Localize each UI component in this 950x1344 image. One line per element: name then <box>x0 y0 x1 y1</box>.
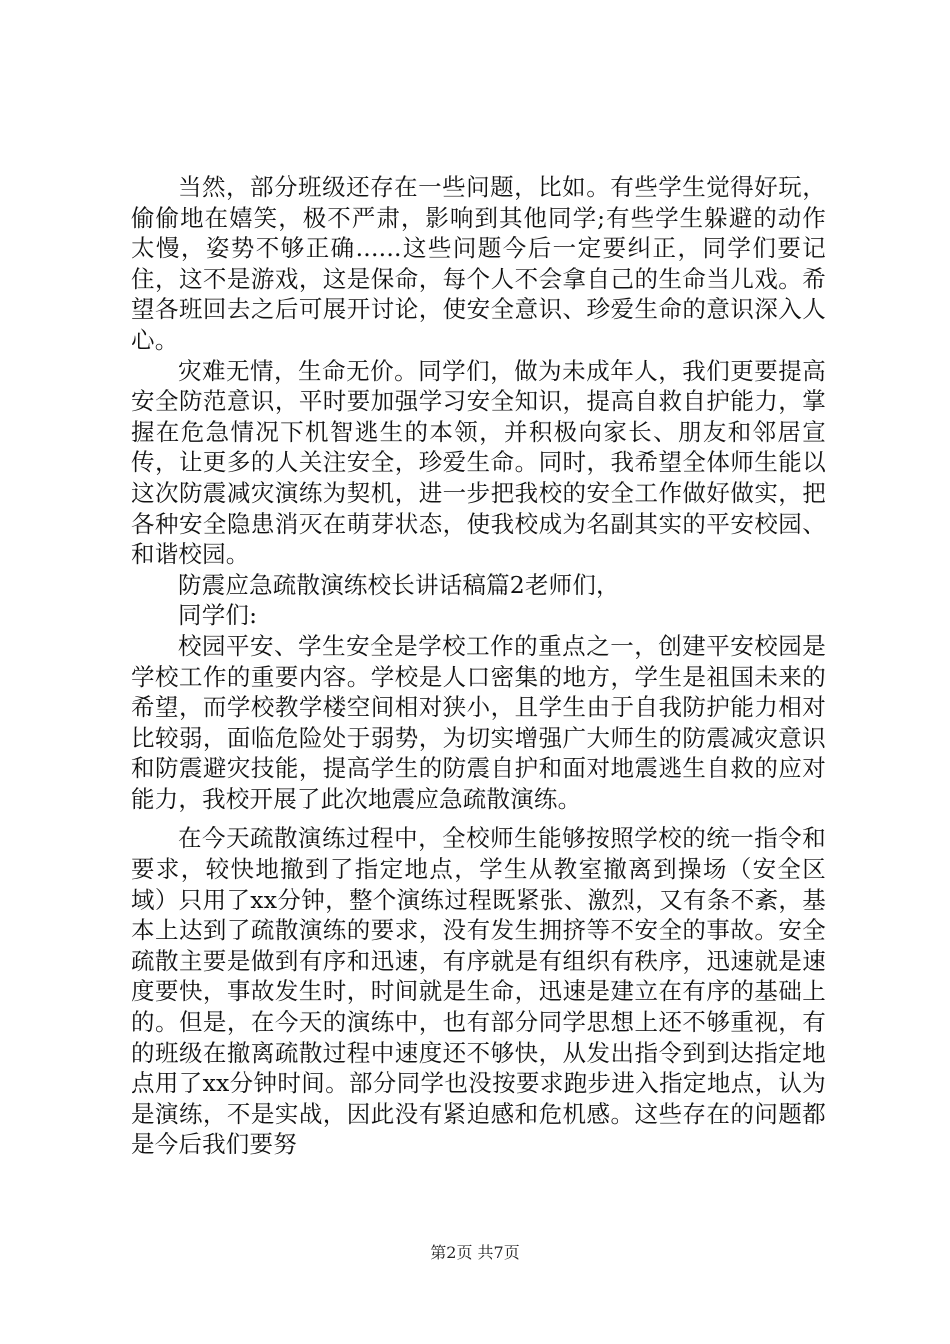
paragraph-campus-safety: 校园平安、学生安全是学校工作的重点之一，创建平安校园是学校工作的重要内容。学校是人口密集的地方，学生是祖国未来的希望，而学校教学楼空间相对狭小，且学生由于自我防护能力相对比较弱，面临危险处于弱势，为切实增强广大师生的防震减灾意识和防震避灾技能，提高学生的防震自护和面对地震逃生自救的应对能力，我校开展了此次地震应急疏散演练。 <box>131 631 826 813</box>
document-body <box>131 172 826 1160</box>
paragraph-disaster-awareness: 灾难无情，生命无价。同学们，做为未成年人，我们更要提高安全防范意识，平时要加强学习安全知识，提高自救自护能力，掌握在危急情况下机智逃生的本领，并积极向家长、朋友和邻居宣传，让更多的人关注安全，珍爱生命。同时，我希望全体师生能以这次防震减灾演练为契机，进一步把我校的安全工作做好做实，把各种安全隐患消灭在萌芽状态，使我校成为名副其实的平安校园、和谐校园。 <box>131 356 826 569</box>
paragraph-speech-heading: 防震应急疏散演练校长讲话稿篇2老师们， <box>178 570 620 599</box>
page-number-footer: 第2页 共7页 <box>430 1243 520 1262</box>
paragraph-drill-review: 在今天疏散演练过程中，全校师生能够按照学校的统一指令和要求，较快地撤到了指定地点，学生从教室撤离到操场（安全区域）只用了xx分钟，整个演练过程既紧张、激烈，又有条不紊，基本上达到了疏散演练的要求，没有发生拥挤等不安全的事故。安全疏散主要是做到有序和迅速，有序就是有组织有秩序，迅速就是速度要快，事故发生时，时间就是生命，迅速是建立在有序的基础上的。但是，在今天的演练中，也有部分同学思想上还不够重视，有的班级在撤离疏散过程中速度还不够快，从发出指令到到达指定地点用了xx分钟时间。部分同学也没按要求跑步进入指定地点，认为是演练，不是实战，因此没有紧迫感和危机感。这些存在的问题都是今后我们要努 <box>131 824 826 1159</box>
paragraph-greeting: 同学们: <box>178 601 258 630</box>
paragraph-minor-issues: 当然，部分班级还存在一些问题，比如。有些学生觉得好玩，偷偷地在嬉笑，极不严肃，影响到其他同学;有些学生躲避的动作太慢，姿势不够正确......这些问题今后一定要纠正，同学们要记住，这不是游戏，这是保命，每个人不会拿自己的生命当儿戏。希望各班回去之后可展开讨论，使安全意识、珍爱生命的意识深入人心。 <box>131 173 826 354</box>
